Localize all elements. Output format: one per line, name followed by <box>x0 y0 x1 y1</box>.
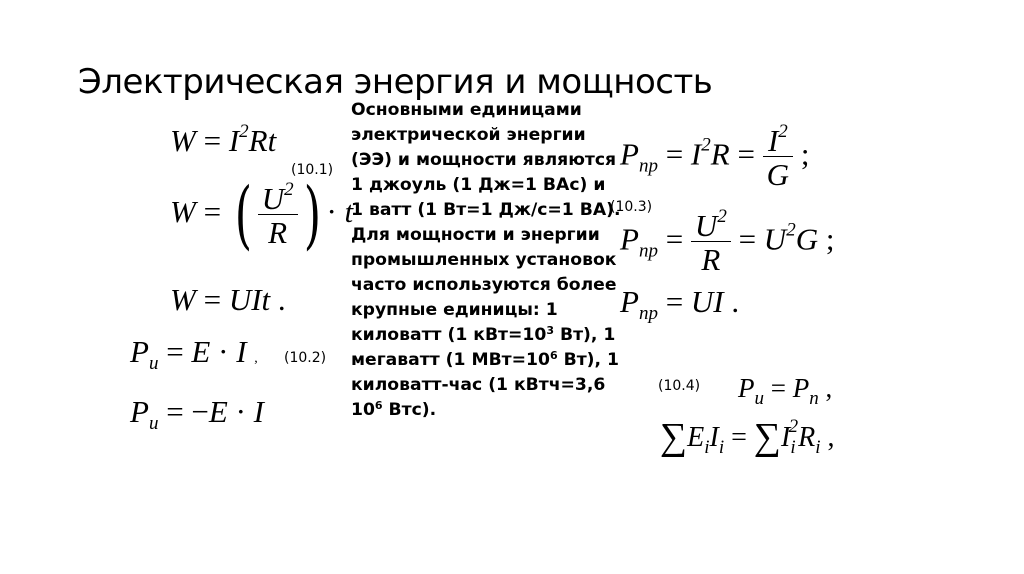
formula-power-balance: $P_u = P_n$ , <box>738 373 833 409</box>
equation-label-10-2: (10.2) <box>284 350 327 366</box>
body-paragraph <box>351 98 621 423</box>
formula-source-power-negative: $P_u = -E \cdot I$ <box>130 394 264 434</box>
formula-energy-resistance: $W = I^2Rt$ <box>170 121 277 158</box>
formula-power-balance-sum: $\sum E_iI_i = \sum I_i^2R_i$ , <box>660 416 835 458</box>
body-sup-2: 6 <box>549 349 558 362</box>
formula-energy-voltage: W = ( $\frac{U^2}{R}$ ) · t <box>170 172 354 258</box>
body-part-1: Основными единицами электрической энергии (ЭЭ) и мощности являются 1 джоуль (1 Дж=1 ВАс) и 1 ватт (1 Вт=1 Дж/с=1 ВА). Для мощности и энергии промышленных установок часто используются более крупные единицы: 1 киловатт (1 кВт=10 <box>351 100 621 345</box>
body-sup-1: 3 <box>546 324 554 337</box>
equation-label-10-1: (10.1) <box>291 162 334 178</box>
formula-receiver-power-resistance: $P_{пр} = I^2R$ = $\frac{I^2}{G}$ ; <box>620 121 810 192</box>
formula-source-power: $P_u = E \cdot I$ , <box>130 334 258 374</box>
body-part-4: Втс). <box>382 400 437 420</box>
equation-label-10-4: (10.4) <box>658 378 701 394</box>
body-part-2: Вт), 1 мегаватт (1 МВт=10 <box>351 325 616 370</box>
equation-label-10-3: (10.3) <box>610 199 653 215</box>
formula-receiver-power-voltage: $P_{пр}$ = $\frac{U^2}{R}$ = $U^2G$ ; <box>620 206 835 277</box>
body-sup-3: 6 <box>374 399 383 412</box>
slide-title: Электрическая энергия и мощность <box>78 62 713 102</box>
body-part-3: Вт), 1 киловатт-час (1 кВтч=3,6 10 <box>351 350 619 420</box>
formula-receiver-power-current: $P_{пр}$ = UI . <box>620 284 740 324</box>
formula-energy-current: W = UIt . <box>170 282 286 317</box>
